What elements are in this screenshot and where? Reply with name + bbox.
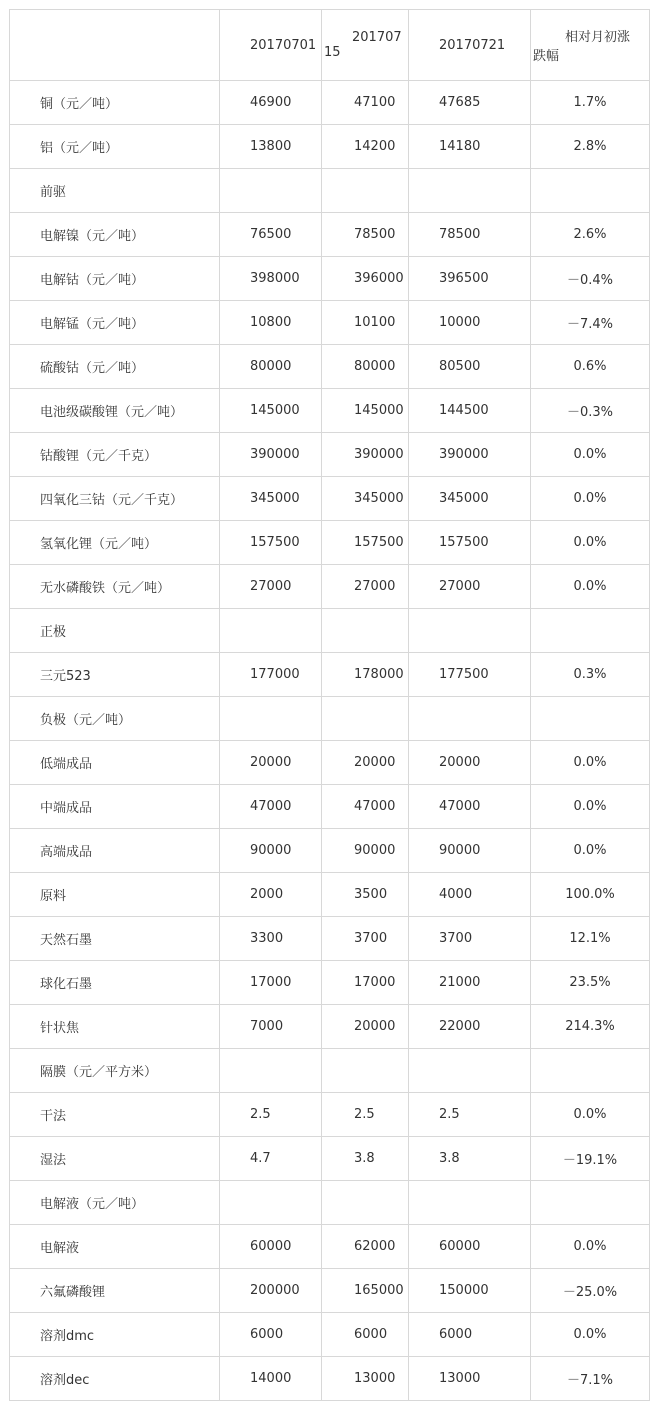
header-date-2-line1: 201707 (352, 30, 402, 45)
change-cell (531, 1181, 650, 1225)
table-row (10, 697, 650, 741)
table-row (10, 125, 650, 169)
value-cell-20170715 (322, 697, 409, 741)
value-cell-20170721: 22000 (409, 1005, 531, 1049)
value-cell-20170715: 47000 (322, 785, 409, 829)
value-cell-20170721: 47685 (409, 81, 531, 125)
value-cell-20170715: 345000 (322, 477, 409, 521)
item-name-cell: 高端成品 (10, 829, 220, 873)
table-row (10, 961, 650, 1005)
item-name-cell: 正极 (10, 609, 220, 653)
value-cell-20170721: 4000 (409, 873, 531, 917)
item-name-cell: 无水磷酸铁（元／吨） (10, 565, 220, 609)
item-name-cell: 天然石墨 (10, 917, 220, 961)
table-row (10, 389, 650, 433)
change-cell: 0.0% (531, 1313, 650, 1357)
value-cell-20170721: 3.8 (409, 1137, 531, 1181)
value-cell-20170701: 2.5 (220, 1093, 322, 1137)
table-row (10, 785, 650, 829)
table-row (10, 741, 650, 785)
table-row (10, 873, 650, 917)
table-row (10, 1049, 650, 1093)
change-cell: 23.5% (531, 961, 650, 1005)
value-cell-20170715: 13000 (322, 1357, 409, 1401)
value-cell-20170715: 47100 (322, 81, 409, 125)
change-cell (531, 609, 650, 653)
value-cell-20170701 (220, 697, 322, 741)
value-cell-20170715: 165000 (322, 1269, 409, 1313)
header-row (10, 10, 650, 81)
value-cell-20170715: 145000 (322, 389, 409, 433)
value-cell-20170701: 3300 (220, 917, 322, 961)
table-row (10, 917, 650, 961)
table-row (10, 1137, 650, 1181)
item-name-cell: 低端成品 (10, 741, 220, 785)
table-row (10, 1313, 650, 1357)
value-cell-20170715: 78500 (322, 213, 409, 257)
table-row (10, 1093, 650, 1137)
change-cell: 0.0% (531, 521, 650, 565)
change-cell: 0.6% (531, 345, 650, 389)
value-cell-20170701: 14000 (220, 1357, 322, 1401)
item-name-cell: 电解液 (10, 1225, 220, 1269)
value-cell-20170715: 14200 (322, 125, 409, 169)
table-row (10, 345, 650, 389)
value-cell-20170701 (220, 609, 322, 653)
item-name-cell: 隔膜（元／平方米） (10, 1049, 220, 1093)
value-cell-20170721: 150000 (409, 1269, 531, 1313)
table-row (10, 257, 650, 301)
value-cell-20170715 (322, 1181, 409, 1225)
value-cell-20170721 (409, 169, 531, 213)
header-date-2-line2: 15 (324, 45, 341, 60)
value-cell-20170701: 13800 (220, 125, 322, 169)
value-cell-20170701: 200000 (220, 1269, 322, 1313)
table-row (10, 1269, 650, 1313)
item-name-cell: 负极（元／吨） (10, 697, 220, 741)
value-cell-20170721: 3700 (409, 917, 531, 961)
item-name-cell: 溶剂dmc (10, 1313, 220, 1357)
value-cell-20170715: 90000 (322, 829, 409, 873)
value-cell-20170721: 60000 (409, 1225, 531, 1269)
table-row (10, 81, 650, 125)
value-cell-20170715: 396000 (322, 257, 409, 301)
item-name-cell: 硫酸钴（元／吨） (10, 345, 220, 389)
value-cell-20170715 (322, 609, 409, 653)
value-cell-20170701: 17000 (220, 961, 322, 1005)
value-cell-20170701: 80000 (220, 345, 322, 389)
value-cell-20170721: 144500 (409, 389, 531, 433)
value-cell-20170721: 2.5 (409, 1093, 531, 1137)
item-name-cell: 针状焦 (10, 1005, 220, 1049)
change-cell: 100.0% (531, 873, 650, 917)
value-cell-20170715: 3500 (322, 873, 409, 917)
item-name-cell: 铜（元／吨） (10, 81, 220, 125)
value-cell-20170721 (409, 609, 531, 653)
value-cell-20170721: 13000 (409, 1357, 531, 1401)
change-cell: 1.7% (531, 81, 650, 125)
value-cell-20170701: 6000 (220, 1313, 322, 1357)
table-row (10, 433, 650, 477)
value-cell-20170721: 47000 (409, 785, 531, 829)
value-cell-20170721: 157500 (409, 521, 531, 565)
value-cell-20170721: 177500 (409, 653, 531, 697)
value-cell-20170701: 4.7 (220, 1137, 322, 1181)
value-cell-20170715: 17000 (322, 961, 409, 1005)
item-name-cell: 电解钴（元／吨） (10, 257, 220, 301)
value-cell-20170715: 20000 (322, 1005, 409, 1049)
item-name-cell: 电解液（元／吨） (10, 1181, 220, 1225)
change-cell: 0.0% (531, 829, 650, 873)
item-name-cell: 前驱 (10, 169, 220, 213)
change-cell: 0.0% (531, 1225, 650, 1269)
table-row (10, 1005, 650, 1049)
value-cell-20170715: 80000 (322, 345, 409, 389)
table-row (10, 1357, 650, 1401)
change-cell: －7.1% (531, 1357, 650, 1401)
table-row (10, 829, 650, 873)
change-cell: 0.0% (531, 433, 650, 477)
value-cell-20170715: 62000 (322, 1225, 409, 1269)
table-row (10, 653, 650, 697)
value-cell-20170721: 20000 (409, 741, 531, 785)
table-row (10, 565, 650, 609)
change-cell (531, 697, 650, 741)
item-name-cell: 四氧化三钴（元／千克） (10, 477, 220, 521)
value-cell-20170701: 7000 (220, 1005, 322, 1049)
value-cell-20170701: 60000 (220, 1225, 322, 1269)
value-cell-20170721: 10000 (409, 301, 531, 345)
table-row (10, 169, 650, 213)
change-cell: 2.6% (531, 213, 650, 257)
table-row (10, 521, 650, 565)
table-row (10, 609, 650, 653)
value-cell-20170721 (409, 1049, 531, 1093)
value-cell-20170715 (322, 1049, 409, 1093)
change-cell: 214.3% (531, 1005, 650, 1049)
item-name-cell: 电池级碳酸锂（元／吨） (10, 389, 220, 433)
value-cell-20170701: 90000 (220, 829, 322, 873)
value-cell-20170701 (220, 1049, 322, 1093)
value-cell-20170701: 157500 (220, 521, 322, 565)
value-cell-20170701: 46900 (220, 81, 322, 125)
item-name-cell: 中端成品 (10, 785, 220, 829)
value-cell-20170701: 47000 (220, 785, 322, 829)
item-name-cell: 钴酸锂（元／千克） (10, 433, 220, 477)
item-name-cell: 原料 (10, 873, 220, 917)
value-cell-20170715: 157500 (322, 521, 409, 565)
value-cell-20170715: 3700 (322, 917, 409, 961)
change-cell: 12.1% (531, 917, 650, 961)
table-row (10, 1181, 650, 1225)
item-name-cell: 六氟磷酸锂 (10, 1269, 220, 1313)
value-cell-20170701: 398000 (220, 257, 322, 301)
change-cell: －25.0% (531, 1269, 650, 1313)
value-cell-20170701: 10800 (220, 301, 322, 345)
value-cell-20170715: 178000 (322, 653, 409, 697)
change-cell: －0.4% (531, 257, 650, 301)
value-cell-20170721: 345000 (409, 477, 531, 521)
value-cell-20170721: 78500 (409, 213, 531, 257)
table-row (10, 1225, 650, 1269)
change-cell: 0.3% (531, 653, 650, 697)
header-date-1: 20170701 (220, 10, 322, 81)
header-change-line2: 跌幅 (533, 49, 560, 64)
header-change-line1: 相对月初涨 (565, 30, 631, 45)
value-cell-20170701: 145000 (220, 389, 322, 433)
value-cell-20170701 (220, 1181, 322, 1225)
change-cell: 2.8% (531, 125, 650, 169)
value-cell-20170701: 76500 (220, 213, 322, 257)
item-name-cell: 球化石墨 (10, 961, 220, 1005)
price-table (9, 9, 650, 1401)
value-cell-20170715: 390000 (322, 433, 409, 477)
value-cell-20170721: 396500 (409, 257, 531, 301)
value-cell-20170701 (220, 169, 322, 213)
value-cell-20170721: 390000 (409, 433, 531, 477)
change-cell: －19.1% (531, 1137, 650, 1181)
value-cell-20170721: 14180 (409, 125, 531, 169)
value-cell-20170715: 20000 (322, 741, 409, 785)
value-cell-20170701: 345000 (220, 477, 322, 521)
value-cell-20170721: 21000 (409, 961, 531, 1005)
table-row (10, 301, 650, 345)
value-cell-20170721: 6000 (409, 1313, 531, 1357)
item-name-cell: 铝（元／吨） (10, 125, 220, 169)
value-cell-20170715: 2.5 (322, 1093, 409, 1137)
value-cell-20170715: 27000 (322, 565, 409, 609)
value-cell-20170721: 90000 (409, 829, 531, 873)
item-name-cell: 湿法 (10, 1137, 220, 1181)
header-date-3: 20170721 (409, 10, 531, 81)
value-cell-20170715 (322, 169, 409, 213)
change-cell: 0.0% (531, 477, 650, 521)
value-cell-20170721 (409, 697, 531, 741)
header-item-cell (10, 10, 220, 81)
value-cell-20170701: 177000 (220, 653, 322, 697)
value-cell-20170701: 20000 (220, 741, 322, 785)
value-cell-20170715: 10100 (322, 301, 409, 345)
item-name-cell: 电解镍（元／吨） (10, 213, 220, 257)
value-cell-20170721: 80500 (409, 345, 531, 389)
table-row (10, 477, 650, 521)
value-cell-20170721 (409, 1181, 531, 1225)
change-cell (531, 1049, 650, 1093)
value-cell-20170701: 2000 (220, 873, 322, 917)
value-cell-20170715: 6000 (322, 1313, 409, 1357)
change-cell: －0.3% (531, 389, 650, 433)
value-cell-20170701: 27000 (220, 565, 322, 609)
item-name-cell: 氢氧化锂（元／吨） (10, 521, 220, 565)
header-change (531, 10, 650, 81)
change-cell (531, 169, 650, 213)
value-cell-20170721: 27000 (409, 565, 531, 609)
value-cell-20170715: 3.8 (322, 1137, 409, 1181)
header-date-2 (322, 10, 409, 81)
change-cell: 0.0% (531, 565, 650, 609)
value-cell-20170701: 390000 (220, 433, 322, 477)
item-name-cell: 电解锰（元／吨） (10, 301, 220, 345)
change-cell: －7.4% (531, 301, 650, 345)
table-row (10, 213, 650, 257)
item-name-cell: 三元523 (10, 653, 220, 697)
change-cell: 0.0% (531, 785, 650, 829)
item-name-cell: 干法 (10, 1093, 220, 1137)
change-cell: 0.0% (531, 1093, 650, 1137)
change-cell: 0.0% (531, 741, 650, 785)
item-name-cell: 溶剂dec (10, 1357, 220, 1401)
